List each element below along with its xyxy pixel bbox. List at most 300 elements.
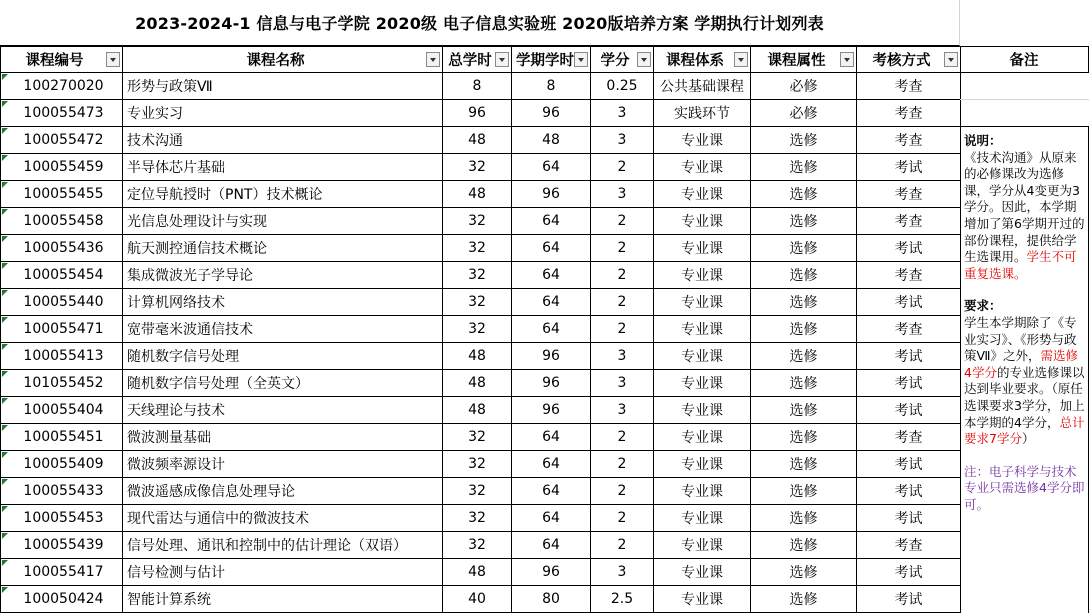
cell-course-type[interactable]: [751, 559, 857, 586]
cell-total-hours[interactable]: [443, 73, 512, 100]
cell-text: 考查: [894, 538, 923, 554]
cell-credits[interactable]: [591, 154, 654, 181]
cell-text: 专业课: [681, 511, 723, 527]
cell-credits[interactable]: [591, 73, 654, 100]
cell-course-name[interactable]: [123, 532, 443, 559]
cell-text: 选修: [789, 430, 818, 446]
cell-text: 48: [542, 132, 560, 148]
cell-course-type[interactable]: [751, 532, 857, 559]
cell-course-name[interactable]: [123, 451, 443, 478]
cell-term-hours[interactable]: [512, 586, 591, 613]
cell-total-hours[interactable]: [443, 181, 512, 208]
cell-text: 100055471: [23, 321, 104, 337]
cell-text: 专业课: [681, 241, 723, 257]
cell-course-code[interactable]: [1, 478, 123, 505]
cell-total-hours[interactable]: [443, 397, 512, 424]
cell-course-system[interactable]: [654, 343, 751, 370]
cell-text: 64: [542, 456, 560, 472]
number-as-text-indicator-icon: [2, 317, 8, 323]
cell-credits[interactable]: [591, 478, 654, 505]
cell-text: 智能计算系统: [127, 592, 211, 608]
cell-credits[interactable]: [591, 316, 654, 343]
cell-term-hours[interactable]: [512, 478, 591, 505]
table-row: [1, 586, 961, 613]
cell-course-name[interactable]: [123, 397, 443, 424]
requirement-title: 要求：: [964, 298, 1002, 314]
cell-course-code[interactable]: [1, 289, 123, 316]
cell-assessment[interactable]: [857, 397, 961, 424]
header-label: 课程编号: [25, 53, 84, 69]
cell-course-code[interactable]: [1, 181, 123, 208]
cell-course-code[interactable]: [1, 100, 123, 127]
cell-text: 2: [617, 483, 627, 499]
cell-assessment[interactable]: [857, 208, 961, 235]
cell-text: 2: [617, 429, 627, 445]
cell-assessment[interactable]: [857, 127, 961, 154]
filter-dropdown-icon[interactable]: [426, 52, 440, 67]
cell-course-code[interactable]: [1, 127, 123, 154]
cell-text: 32: [468, 159, 486, 175]
cell-assessment[interactable]: [857, 181, 961, 208]
cell-course-code[interactable]: [1, 208, 123, 235]
requirement-highlight-1: 需选修4学分: [964, 348, 1079, 380]
cell-course-system[interactable]: [654, 73, 751, 100]
header-total-hours[interactable]: [443, 47, 512, 73]
cell-course-name[interactable]: [123, 370, 443, 397]
number-as-text-indicator-icon: [2, 209, 8, 215]
cell-course-type[interactable]: [751, 262, 857, 289]
cell-text: 2: [617, 537, 627, 553]
cell-text: 48: [468, 564, 486, 580]
cell-course-type[interactable]: [751, 154, 857, 181]
cell-credits[interactable]: [591, 586, 654, 613]
cell-credits[interactable]: [591, 424, 654, 451]
cell-course-system[interactable]: [654, 316, 751, 343]
cell-course-code[interactable]: [1, 154, 123, 181]
cell-text: 专业课: [681, 349, 723, 365]
cell-course-system[interactable]: [654, 154, 751, 181]
cell-assessment[interactable]: [857, 262, 961, 289]
cell-term-hours[interactable]: [512, 397, 591, 424]
header-course-code[interactable]: [1, 47, 123, 73]
cell-credits[interactable]: [591, 100, 654, 127]
cell-course-type[interactable]: [751, 100, 857, 127]
cell-term-hours[interactable]: [512, 127, 591, 154]
cell-text: 32: [468, 429, 486, 445]
table-row: [1, 262, 961, 289]
cell-course-system[interactable]: [654, 208, 751, 235]
cell-course-system[interactable]: [654, 505, 751, 532]
cell-text: 考试: [894, 457, 923, 473]
cell-text: 考试: [894, 484, 923, 500]
cell-text: 100055451: [23, 429, 104, 445]
cell-term-hours[interactable]: [512, 154, 591, 181]
cell-course-system[interactable]: [654, 370, 751, 397]
cell-term-hours[interactable]: [512, 424, 591, 451]
cell-text: 100055458: [23, 213, 104, 229]
requirement-text-1: 学生本学期除了《专业实习》、《形势与政策Ⅶ》之外，: [964, 314, 1077, 364]
number-as-text-indicator-icon: [2, 101, 8, 107]
cell-course-name[interactable]: [123, 586, 443, 613]
notes-cell-empty[interactable]: [960, 73, 1089, 100]
cell-text: 公共基础课程: [660, 79, 744, 95]
cell-assessment[interactable]: [857, 73, 961, 100]
cell-total-hours[interactable]: [443, 343, 512, 370]
table-row: [1, 505, 961, 532]
cell-text: 96: [542, 105, 560, 121]
cell-assessment[interactable]: [857, 586, 961, 613]
cell-text: 考试: [894, 376, 923, 392]
cell-text: 100055404: [23, 402, 104, 418]
cell-course-type[interactable]: [751, 343, 857, 370]
cell-course-code[interactable]: [1, 424, 123, 451]
cell-course-type[interactable]: [751, 397, 857, 424]
filter-dropdown-icon[interactable]: [637, 52, 651, 67]
cell-course-system[interactable]: [654, 451, 751, 478]
cell-term-hours[interactable]: [512, 532, 591, 559]
header-label: 课程属性: [767, 53, 826, 69]
cell-course-type[interactable]: [751, 73, 857, 100]
cell-credits[interactable]: [591, 532, 654, 559]
cell-text: 2: [617, 294, 627, 310]
cell-course-type[interactable]: [751, 478, 857, 505]
cell-course-type[interactable]: [751, 451, 857, 478]
cell-total-hours[interactable]: [443, 208, 512, 235]
cell-course-name[interactable]: [123, 100, 443, 127]
cell-course-code[interactable]: [1, 586, 123, 613]
cell-course-code[interactable]: [1, 316, 123, 343]
cell-text: 选修: [789, 376, 818, 392]
header-course-type[interactable]: [751, 47, 857, 73]
cell-assessment[interactable]: [857, 343, 961, 370]
cell-text: 96: [542, 348, 560, 364]
cell-text: 选修: [789, 592, 818, 608]
cell-course-type[interactable]: [751, 424, 857, 451]
cell-course-system[interactable]: [654, 127, 751, 154]
cell-text: 48: [468, 186, 486, 202]
cell-text: 3: [617, 186, 627, 202]
cell-course-system[interactable]: [654, 532, 751, 559]
cell-course-system[interactable]: [654, 478, 751, 505]
cell-text: 2: [617, 321, 627, 337]
cell-text: 选修: [789, 349, 818, 365]
cell-text: 专业课: [681, 457, 723, 473]
cell-text: 96: [542, 564, 560, 580]
cell-text: 32: [468, 456, 486, 472]
cell-text: 专业课: [681, 538, 723, 554]
cell-course-name[interactable]: [123, 559, 443, 586]
header-assessment[interactable]: [857, 47, 961, 73]
cell-assessment[interactable]: [857, 370, 961, 397]
cell-course-name[interactable]: [123, 424, 443, 451]
cell-text: 64: [542, 267, 560, 283]
cell-text: 100055455: [23, 186, 104, 202]
cell-text: 100055417: [23, 564, 104, 580]
cell-text: 32: [468, 267, 486, 283]
cell-course-code[interactable]: [1, 262, 123, 289]
cell-text: 考查: [894, 268, 923, 284]
cell-credits[interactable]: [591, 397, 654, 424]
cell-text: 32: [468, 294, 486, 310]
cell-text: 64: [542, 321, 560, 337]
cell-term-hours[interactable]: [512, 181, 591, 208]
cell-term-hours[interactable]: [512, 235, 591, 262]
cell-total-hours[interactable]: [443, 262, 512, 289]
cell-course-type[interactable]: [751, 586, 857, 613]
cell-text: 选修: [789, 484, 818, 500]
cell-course-code[interactable]: [1, 505, 123, 532]
cell-course-system[interactable]: [654, 181, 751, 208]
cell-total-hours[interactable]: [443, 424, 512, 451]
cell-term-hours[interactable]: [512, 316, 591, 343]
cell-total-hours[interactable]: [443, 532, 512, 559]
cell-assessment[interactable]: [857, 154, 961, 181]
cell-total-hours[interactable]: [443, 370, 512, 397]
cell-text: 选修: [789, 214, 818, 230]
cell-assessment[interactable]: [857, 505, 961, 532]
cell-course-code[interactable]: [1, 532, 123, 559]
cell-course-system[interactable]: [654, 559, 751, 586]
cell-course-system[interactable]: [654, 235, 751, 262]
filter-dropdown-icon[interactable]: [574, 52, 588, 67]
notes-cell-empty[interactable]: [960, 100, 1089, 127]
cell-course-type[interactable]: [751, 316, 857, 343]
header-course-system[interactable]: [654, 47, 751, 73]
table-row: [1, 478, 961, 505]
cell-course-name[interactable]: [123, 73, 443, 100]
cell-text: 考试: [894, 295, 923, 311]
cell-assessment[interactable]: [857, 559, 961, 586]
cell-assessment[interactable]: [857, 451, 961, 478]
course-table: [0, 46, 961, 613]
cell-course-name[interactable]: [123, 127, 443, 154]
cell-course-code[interactable]: [1, 451, 123, 478]
cell-course-system[interactable]: [654, 424, 751, 451]
cell-course-code[interactable]: [1, 343, 123, 370]
cell-course-name[interactable]: [123, 505, 443, 532]
cell-text: 40: [468, 591, 486, 607]
cell-text: 100055409: [23, 456, 104, 472]
cell-text: 专业课: [681, 376, 723, 392]
cell-text: 专业课: [681, 592, 723, 608]
cell-course-type[interactable]: [751, 208, 857, 235]
cell-text: 100055436: [23, 240, 104, 256]
number-as-text-indicator-icon: [2, 182, 8, 188]
header-term-hours[interactable]: [512, 47, 591, 73]
cell-text: 100055433: [23, 483, 104, 499]
cell-text: 2: [617, 456, 627, 472]
major-note: 注：电子科学与技术专业只需选修4学分即可。: [964, 463, 1085, 512]
cell-term-hours[interactable]: [512, 262, 591, 289]
table-row: [1, 208, 961, 235]
cell-course-type[interactable]: [751, 181, 857, 208]
header-row: [1, 47, 961, 73]
cell-text: 定位导航授时（PNT）技术概论: [127, 187, 323, 203]
number-as-text-indicator-icon: [2, 560, 8, 566]
requirement-highlight-2: 总计要求7学分: [964, 414, 1085, 447]
cell-term-hours[interactable]: [512, 208, 591, 235]
cell-text: 随机数字信号处理: [127, 349, 239, 365]
cell-total-hours[interactable]: [443, 586, 512, 613]
cell-credits[interactable]: [591, 370, 654, 397]
cell-credits[interactable]: [591, 451, 654, 478]
cell-course-name[interactable]: [123, 289, 443, 316]
cell-credits[interactable]: [591, 262, 654, 289]
table-body: [1, 73, 961, 613]
cell-total-hours[interactable]: [443, 289, 512, 316]
cell-text: 32: [468, 537, 486, 553]
cell-text: 101055452: [23, 375, 104, 391]
cell-course-type[interactable]: [751, 289, 857, 316]
cell-text: 96: [542, 375, 560, 391]
cell-course-name[interactable]: [123, 208, 443, 235]
cell-text: 96: [542, 402, 560, 418]
cell-credits[interactable]: [591, 559, 654, 586]
cell-text: 2: [617, 240, 627, 256]
header-credits[interactable]: [591, 47, 654, 73]
cell-course-system[interactable]: [654, 289, 751, 316]
cell-assessment[interactable]: [857, 289, 961, 316]
cell-course-type[interactable]: [751, 235, 857, 262]
header-course-name[interactable]: [123, 47, 443, 73]
cell-term-hours[interactable]: [512, 451, 591, 478]
cell-text: 航天测控通信技术概论: [127, 241, 267, 257]
cell-text: 微波频率源设计: [127, 457, 225, 473]
cell-total-hours[interactable]: [443, 154, 512, 181]
cell-text: 64: [542, 294, 560, 310]
cell-text: 微波测量基础: [127, 430, 211, 446]
filter-dropdown-icon[interactable]: [106, 52, 120, 67]
cell-total-hours[interactable]: [443, 451, 512, 478]
cell-text: 考试: [894, 403, 923, 419]
cell-assessment[interactable]: [857, 478, 961, 505]
cell-course-type[interactable]: [751, 505, 857, 532]
cell-text: 48: [468, 132, 486, 148]
cell-term-hours[interactable]: [512, 505, 591, 532]
cell-term-hours[interactable]: [512, 343, 591, 370]
notes-cell[interactable]: [960, 127, 1089, 613]
cell-assessment[interactable]: [857, 316, 961, 343]
cell-credits[interactable]: [591, 235, 654, 262]
cell-course-system[interactable]: [654, 262, 751, 289]
cell-assessment[interactable]: [857, 100, 961, 127]
cell-course-system[interactable]: [654, 100, 751, 127]
notes-header[interactable]: 备注: [960, 46, 1089, 73]
cell-text: 选修: [789, 403, 818, 419]
cell-assessment[interactable]: [857, 532, 961, 559]
cell-text: 选修: [789, 457, 818, 473]
sheet-title[interactable]: 2023-2024-1 信息与电子学院 2020级 电子信息实验班 2020版培养方案 学期执行计划列表: [0, 0, 960, 46]
cell-total-hours[interactable]: [443, 127, 512, 154]
number-as-text-indicator-icon: [2, 533, 8, 539]
cell-term-hours[interactable]: [512, 289, 591, 316]
cell-text: 专业课: [681, 484, 723, 500]
cell-course-name[interactable]: [123, 235, 443, 262]
cell-text: 3: [617, 105, 627, 121]
cell-text: 天线理论与技术: [127, 403, 225, 419]
cell-credits[interactable]: [591, 208, 654, 235]
cell-text: 48: [468, 375, 486, 391]
requirement-text-2: 的专业选修课以达到毕业要求。（原任选课要求3学分，加上本学期的4学分，: [964, 364, 1085, 430]
cell-course-name[interactable]: [123, 343, 443, 370]
cell-text: 专业课: [681, 295, 723, 311]
cell-text: 3: [617, 402, 627, 418]
cell-text: 微波遥感成像信息处理导论: [127, 484, 295, 500]
cell-text: 100055439: [23, 537, 104, 553]
table-row: [1, 154, 961, 181]
cell-text: 考试: [894, 565, 923, 581]
cell-term-hours[interactable]: [512, 73, 591, 100]
cell-text: 0.25: [606, 78, 638, 94]
cell-course-code[interactable]: [1, 73, 123, 100]
cell-course-name[interactable]: [123, 316, 443, 343]
cell-course-system[interactable]: [654, 586, 751, 613]
table-row: [1, 316, 961, 343]
cell-course-code[interactable]: [1, 397, 123, 424]
cell-course-name[interactable]: [123, 478, 443, 505]
cell-credits[interactable]: [591, 343, 654, 370]
cell-assessment[interactable]: [857, 424, 961, 451]
cell-total-hours[interactable]: [443, 100, 512, 127]
cell-text: 64: [542, 537, 560, 553]
cell-text: 专业课: [681, 268, 723, 284]
cell-term-hours[interactable]: [512, 559, 591, 586]
number-as-text-indicator-icon: [2, 452, 8, 458]
cell-credits[interactable]: [591, 289, 654, 316]
cell-text: 100055459: [23, 159, 104, 175]
cell-total-hours[interactable]: [443, 478, 512, 505]
cell-total-hours[interactable]: [443, 316, 512, 343]
cell-course-code[interactable]: [1, 370, 123, 397]
cell-text: 考查: [894, 133, 923, 149]
cell-text: 选修: [789, 268, 818, 284]
cell-course-name[interactable]: [123, 262, 443, 289]
cell-text: 64: [542, 159, 560, 175]
cell-course-system[interactable]: [654, 397, 751, 424]
cell-total-hours[interactable]: [443, 235, 512, 262]
filter-dropdown-icon[interactable]: [495, 52, 509, 67]
filter-dropdown-icon[interactable]: [944, 52, 958, 67]
filter-dropdown-icon[interactable]: [840, 52, 854, 67]
cell-text: 考查: [894, 106, 923, 122]
cell-total-hours[interactable]: [443, 505, 512, 532]
cell-course-type[interactable]: [751, 370, 857, 397]
cell-assessment[interactable]: [857, 235, 961, 262]
filter-dropdown-icon[interactable]: [734, 52, 748, 67]
table-row: [1, 289, 961, 316]
table-row: [1, 73, 961, 100]
cell-text: 2: [617, 159, 627, 175]
cell-term-hours[interactable]: [512, 370, 591, 397]
cell-text: 考查: [894, 430, 923, 446]
cell-text: 选修: [789, 538, 818, 554]
table-row: [1, 235, 961, 262]
number-as-text-indicator-icon: [2, 263, 8, 269]
cell-text: 专业实习: [127, 106, 183, 122]
cell-credits[interactable]: [591, 127, 654, 154]
cell-course-name[interactable]: [123, 154, 443, 181]
cell-course-type[interactable]: [751, 127, 857, 154]
cell-text: 2.5: [610, 591, 634, 607]
cell-total-hours[interactable]: [443, 559, 512, 586]
cell-course-code[interactable]: [1, 235, 123, 262]
cell-text: 专业课: [681, 565, 723, 581]
cell-credits[interactable]: [591, 181, 654, 208]
cell-course-code[interactable]: [1, 559, 123, 586]
cell-credits[interactable]: [591, 505, 654, 532]
cell-term-hours[interactable]: [512, 100, 591, 127]
cell-course-name[interactable]: [123, 181, 443, 208]
